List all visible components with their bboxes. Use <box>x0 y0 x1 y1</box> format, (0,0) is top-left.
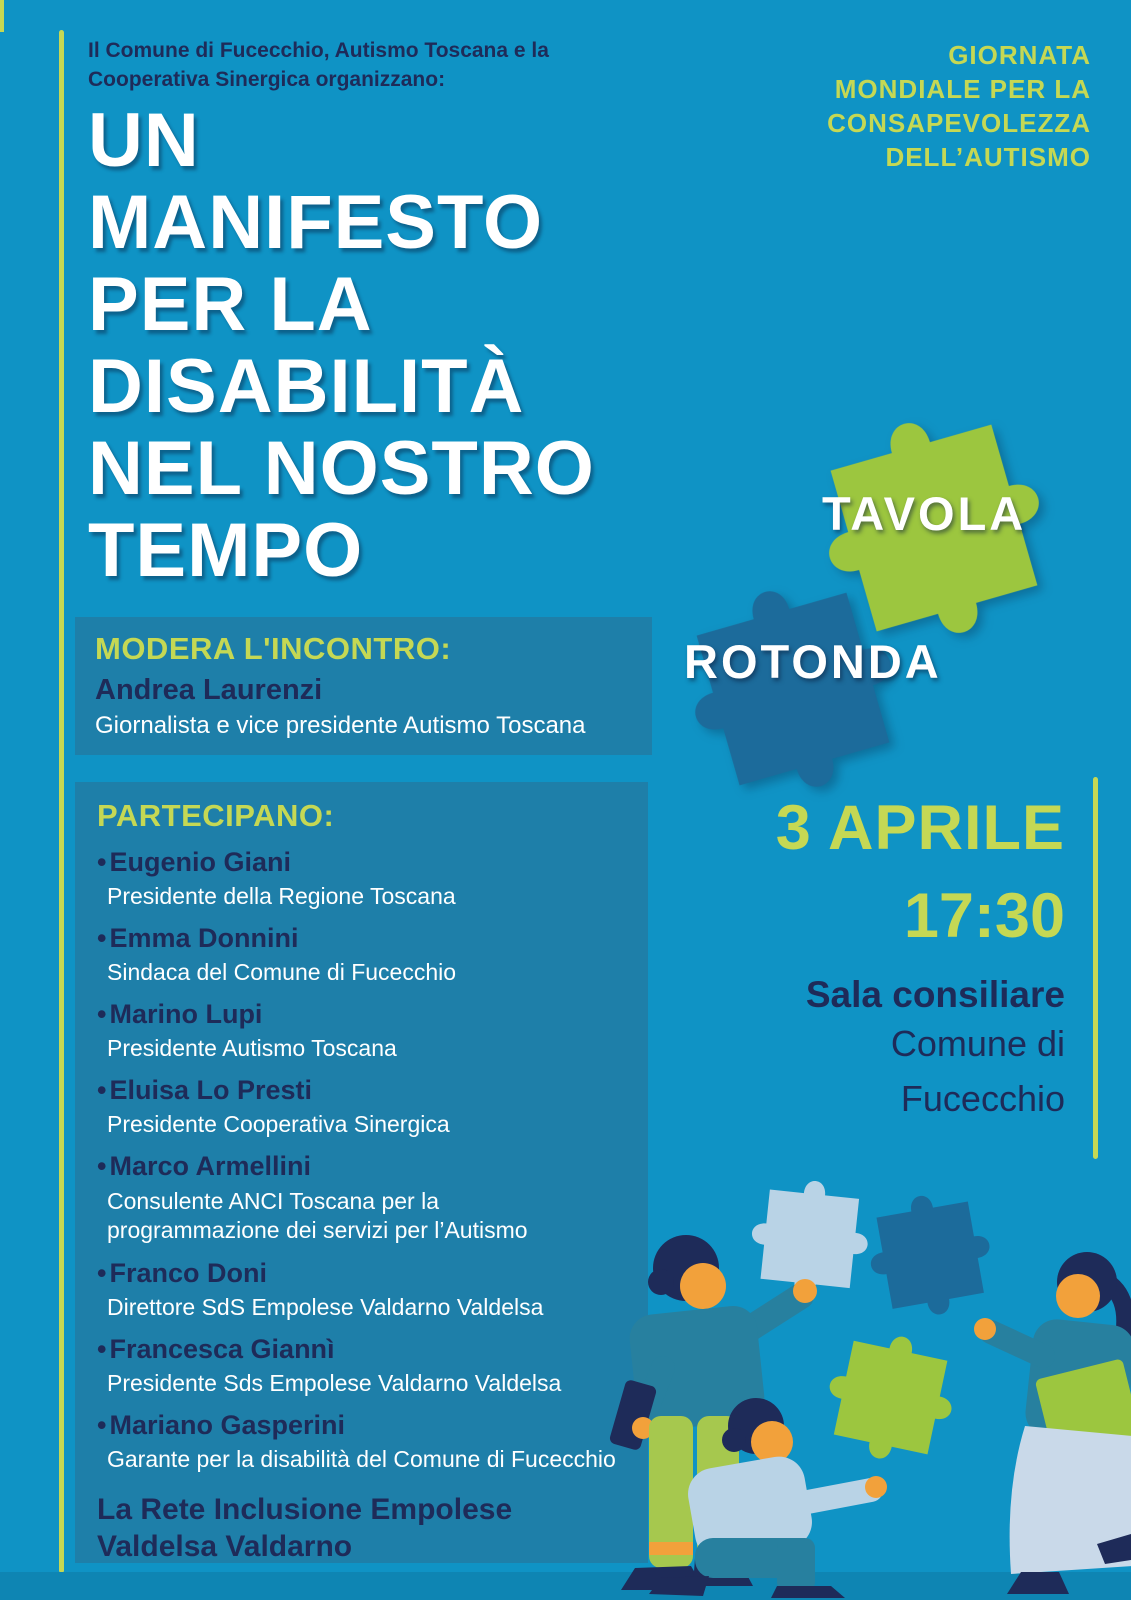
event-date: 3 APRILE <box>775 793 1065 863</box>
title-line: MANIFESTO <box>88 180 544 265</box>
participants-heading: PARTECIPANO: <box>97 798 335 833</box>
participant-item <box>97 1151 626 1245</box>
participants-panel <box>75 782 648 1563</box>
event-info <box>776 792 1065 1126</box>
participant-name: • Eugenio Giani <box>97 847 626 878</box>
title-line: DISABILITÀ <box>88 344 525 429</box>
organizers-text <box>88 36 549 94</box>
teamwork-illustration <box>591 1130 1131 1600</box>
participant-item <box>97 847 626 910</box>
network-line: Valdelsa Valdarno <box>97 1530 353 1563</box>
standing-person-hand <box>793 1279 817 1303</box>
moderator-name: Andrea Laurenzi <box>95 674 323 706</box>
awareness-day-heading <box>827 38 1091 174</box>
event-venue: Sala consiliare <box>805 974 1065 1015</box>
awareness-line: MONDIALE PER LA <box>834 74 1091 104</box>
participant-name: • Francesca Giannì <box>97 1334 626 1365</box>
awareness-line: CONSAPEVOLEZZA <box>827 108 1091 138</box>
title-line: TEMPO <box>88 508 364 593</box>
participant-name: • Marco Armellini <box>97 1151 626 1182</box>
title-line: UN <box>88 98 200 183</box>
tavola-label: TAVOLA <box>822 487 1027 540</box>
network-note <box>97 1491 626 1565</box>
puzzle-piece-green-icon <box>817 1324 964 1471</box>
event-time: 17:30 <box>903 881 1065 951</box>
title-line: NEL NOSTRO <box>88 426 595 511</box>
participant-role: Consulente ANCI Toscana per la programmazione dei servizi per l’Autismo <box>107 1188 528 1243</box>
event-location <box>776 1016 1065 1126</box>
participant-name: • Eluisa Lo Presti <box>97 1075 626 1106</box>
person-woman-right <box>974 1252 1131 1594</box>
participant-item <box>97 1075 626 1138</box>
participant-item <box>97 1410 626 1473</box>
participant-name: • Mariano Gasperini <box>97 1410 626 1441</box>
moderator-role: Giornalista e vice presidente Autismo Toscana <box>95 712 586 739</box>
network-line: La Rete Inclusione Empolese <box>97 1493 513 1526</box>
corner-accent-line <box>0 0 4 32</box>
right-accent-line <box>1093 777 1098 1159</box>
organizers-line: Cooperativa Sinergica organizzano: <box>88 68 446 91</box>
participant-item <box>97 923 626 986</box>
event-location-line: Comune di <box>890 1023 1065 1064</box>
puzzle-piece-dark-blue-icon <box>861 1186 1000 1325</box>
organizers-line: Il Comune di Fucecchio, Autismo Toscana e la <box>88 39 549 62</box>
moderator-heading: MODERA L'INCONTRO: <box>95 631 452 666</box>
participant-item <box>97 1334 626 1397</box>
participant-item <box>97 999 626 1062</box>
title-line: PER LA <box>88 262 373 347</box>
participant-name: • Franco Doni <box>97 1258 626 1289</box>
awareness-line: DELL’AUTISMO <box>885 142 1091 172</box>
participant-name: • Emma Donnini <box>97 923 626 954</box>
participant-role: Garante per la disabilità del Comune di Fucecchio <box>107 1446 616 1472</box>
rotonda-label: ROTONDA <box>684 635 942 688</box>
participant-role: Presidente Cooperativa Sinergica <box>107 1111 450 1137</box>
event-location-line: Fucecchio <box>900 1078 1065 1119</box>
participant-role: Sindaca del Comune di Fucecchio <box>107 959 457 985</box>
moderator-panel <box>75 617 652 755</box>
participant-name: • Marino Lupi <box>97 999 626 1030</box>
main-title <box>88 100 595 592</box>
participant-item <box>97 1258 626 1321</box>
participant-role: Presidente della Regione Toscana <box>107 883 456 909</box>
participant-role: Presidente Sds Empolese Valdarno Valdelsa <box>107 1370 562 1396</box>
awareness-line: GIORNATA <box>948 40 1091 70</box>
left-accent-line <box>59 30 64 1573</box>
participant-role: Direttore SdS Empolese Valdarno Valdelsa <box>107 1294 544 1320</box>
participant-role: Presidente Autismo Toscana <box>107 1035 397 1061</box>
